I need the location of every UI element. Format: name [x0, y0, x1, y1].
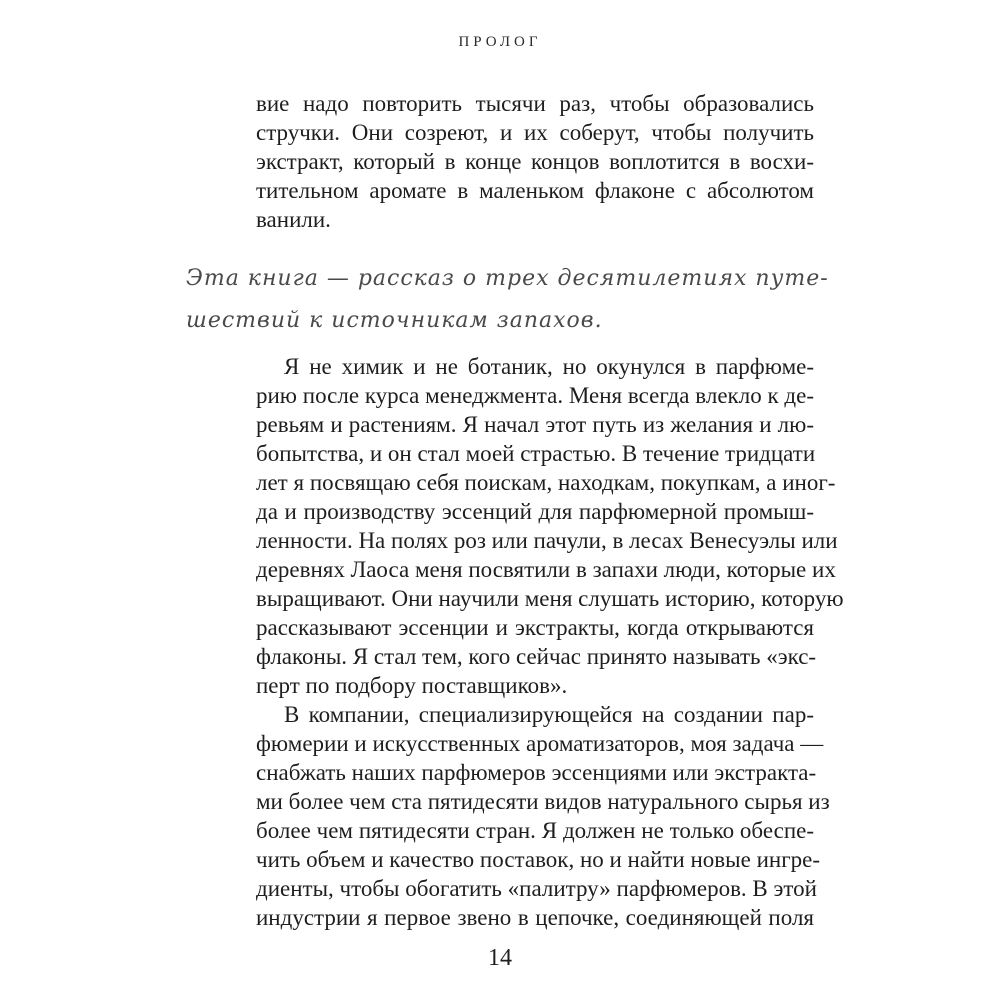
- text-line: лет я посвящаю себя поискам, находкам, покупкам, а иног-: [256, 470, 836, 495]
- text-line: тительном аромате в маленьком флаконе с абсолютом: [256, 178, 814, 203]
- text-line: ревьям и растениям. Я начал этот путь из желания и лю-: [256, 412, 814, 437]
- text-line: снабжать наших парфюмеров эссенциями или экстракта-: [256, 760, 817, 785]
- paragraph-3: [256, 700, 830, 932]
- text-line: более чем пятидесяти стран. Я должен не только обеспе-: [256, 818, 814, 843]
- text-line: В компании, специализирующейся на создании пар-: [284, 702, 814, 727]
- text-line: вие надо повторить тысячи раз, чтобы образовались: [256, 91, 814, 116]
- text-line: ванили.: [256, 207, 331, 232]
- text-line: ми более чем ста пятидесяти видов натурального сырья из: [256, 789, 830, 814]
- text-line: диенты, чтобы обогатить «палитру» парфюмеров. В этой: [256, 876, 817, 901]
- paragraph-2: [256, 352, 844, 700]
- text-line: рию после курса менеджмента. Меня всегда влекло к де-: [256, 383, 814, 408]
- text-line: экстракт, который в конце концов воплотится в восхи-: [256, 149, 814, 174]
- text-line: перт по подбору поставщиков».: [256, 673, 568, 698]
- text-line: Я не химик и не ботаник, но окунулся в парфюме-: [284, 354, 814, 379]
- paragraph-continued: [256, 89, 814, 234]
- pull-quote: [186, 258, 829, 342]
- text-line: фюмерии и искусственных ароматизаторов, моя задача —: [256, 731, 824, 756]
- text-line: деревнях Лаоса меня посвятили в запахи люди, которые их: [256, 557, 836, 582]
- text-line: рассказывают эссенции и экстракты, когда открываются: [256, 615, 814, 640]
- text-line: чить объем и качество поставок, но и найти новые ингре-: [256, 847, 820, 872]
- text-line: да и производству эссенций для парфюмерной промыш-: [256, 499, 814, 524]
- pull-quote-line: шествий к источникам запахов.: [186, 308, 603, 333]
- text-line: выращивают. Они научили меня слушать историю, которую: [256, 586, 844, 611]
- text-line: стручки. Они созреют, и их соберут, чтобы получить: [256, 120, 814, 145]
- page-number: 14: [488, 945, 512, 971]
- text-line: флаконы. Я стал тем, кого сейчас принято называть «экс-: [256, 644, 817, 669]
- running-head: ПРОЛОГ: [458, 34, 542, 50]
- text-line: индустрии я первое звено в цепочке, соединяющей поля: [256, 905, 814, 930]
- text-line: бопытства, и он стал моей страстью. В течение тридцати: [256, 441, 816, 466]
- text-line: ленности. На полях роз или пачули, в лесах Венесуэлы или: [256, 528, 838, 553]
- pull-quote-line: Эта книга — рассказ о трех десятилетиях путе-: [186, 266, 829, 291]
